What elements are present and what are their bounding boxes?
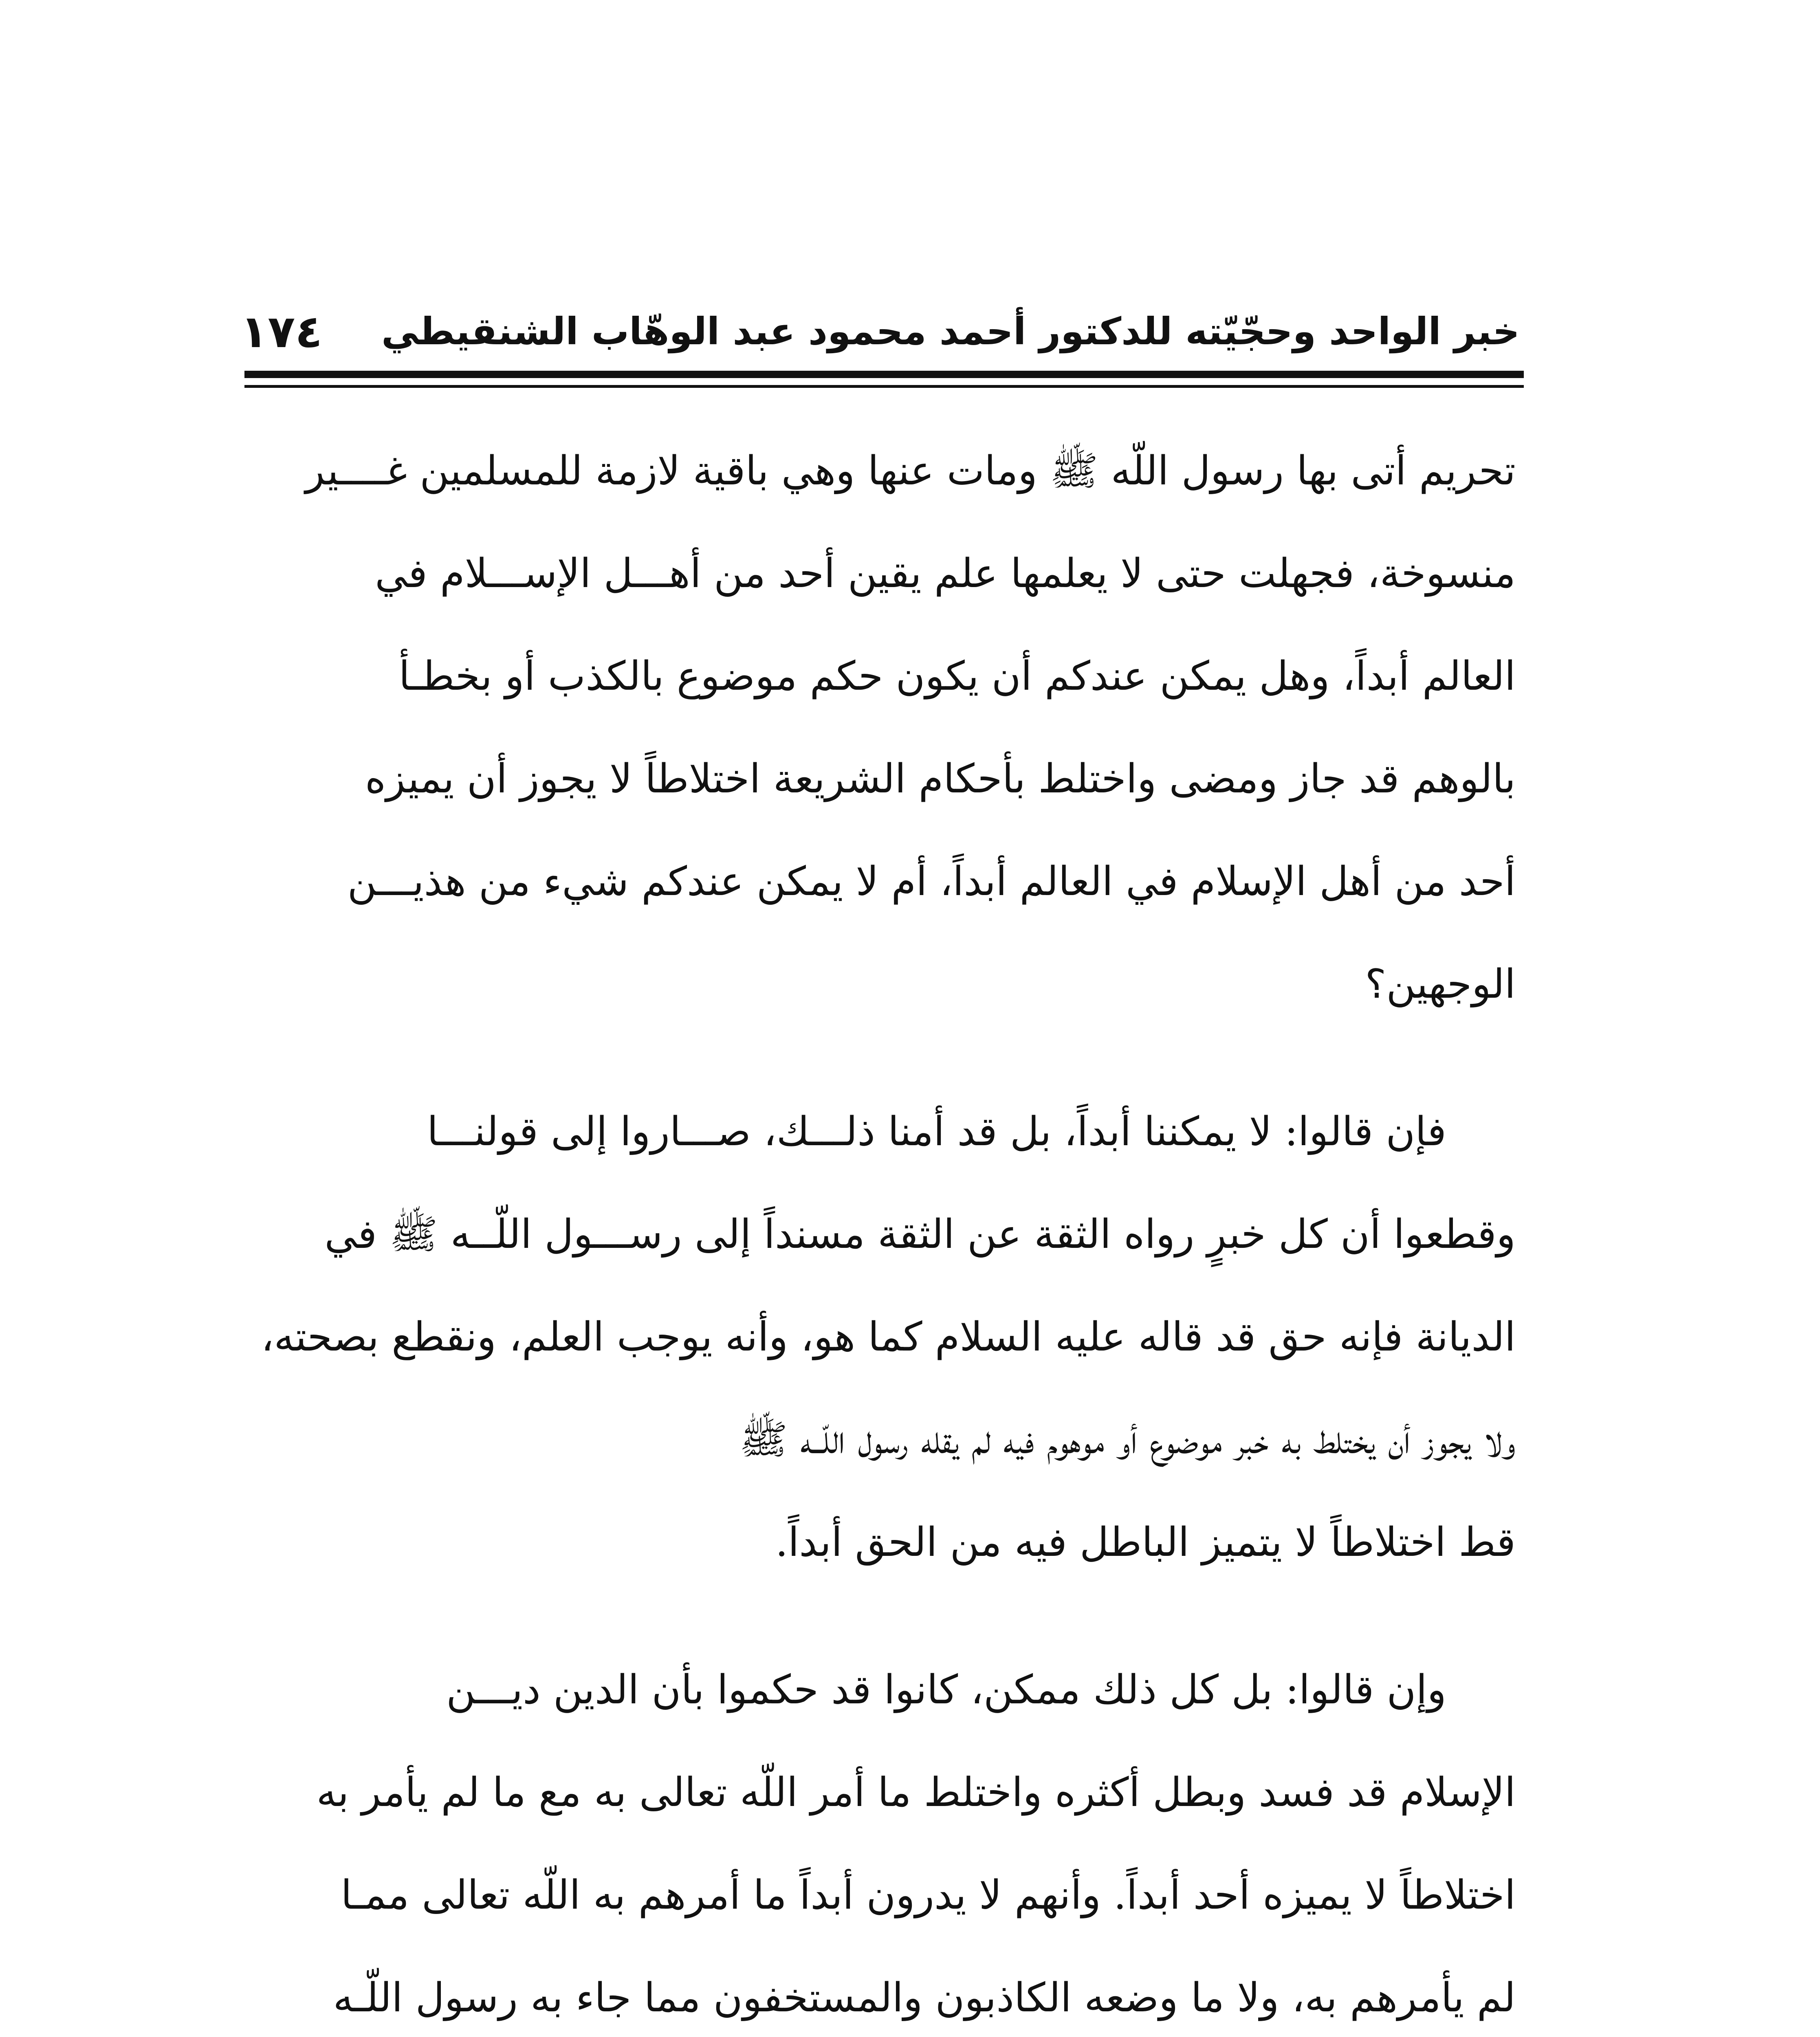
text-line: فإن قالوا: لا يمكننا أبداً، بل قد أمنا ذلـــك، صـــاروا إلى قولنـــا — [427, 1109, 1446, 1155]
page-number: ١٧٤ — [240, 306, 323, 358]
paragraph-2 — [253, 1080, 1516, 1183]
text-line: منسوخة، فجهلت حتى لا يعلمها علم يقين أحد من أهـــل الإســـلام في — [375, 550, 1516, 597]
text-line: اختلاطاً لا يميزه أحد أبداً. وأنهم لا يدرون أبداً ما أمرهم به اللّه تعالى ممـا — [341, 1872, 1516, 1918]
text-line: وقطعوا أن كل خبرٍ رواه الثقة عن الثقة مسنداً إلى رســـول اللّــه ﷺ في — [324, 1211, 1516, 1258]
text-line: قط اختلاطاً لا يتميز الباطل فيه من الحق أبداً. — [775, 1519, 1516, 1566]
text-line: بالوهم قد جاز ومضى واختلط بأحكام الشريعة اختلاطاً لا يجوز أن يميزه — [365, 756, 1516, 802]
text-line: أحد من أهل الإسلام في العالم أبداً، أم لا يمكن عندكم شيء من هذيـــن — [347, 858, 1516, 905]
paragraph-1 — [253, 420, 1516, 1036]
paragraph-3 — [253, 1639, 1516, 1741]
paragraph-3-cont — [253, 1741, 1516, 2037]
text-line: العالم أبداً، وهل يمكن عندكم أن يكون حكم موضوع بالكذب أو بخطـأ — [398, 653, 1516, 700]
text-line: وإن قالوا: بل كل ذلك ممكن، كانوا قد حكموا بأن الدين ديـــن — [446, 1667, 1446, 1713]
text-line: الوجهين؟ — [1365, 961, 1516, 1008]
header-rule-thick — [244, 371, 1524, 378]
text-line: ولا يجوز أن يختلط به خبر موضوع أو موهوم فيه لم يقله رسول اللّــه ﷺ — [739, 1417, 1516, 1463]
text-line: تحريم أتى بها رسول اللّه ﷺ ومات عنها وهي باقية لازمة للمسلمين غــــير — [305, 448, 1516, 494]
paragraph-2-cont — [253, 1183, 1516, 1594]
text-line: لم يأمرهم به، ولا ما وضعه الكاذبون والمستخفون مما جاء به رسول اللّـه — [333, 1975, 1516, 2021]
main-text — [253, 420, 1516, 2037]
text-line: الديانة فإنه حق قد قاله عليه السلام كما هو، وأنه يوجب العلم، ونقطع بصحته، — [261, 1314, 1516, 1360]
header-rule-thin — [244, 385, 1524, 388]
text-line: الإسلام قد فسد وبطل أكثره واختلط ما أمر اللّه تعالى به مع ما لم يأمر به — [316, 1769, 1516, 1816]
running-title: خبر الواحد وحجّيّته للدكتور أحمد محمود عبد الوهّاب الشنقيطي — [381, 310, 1520, 353]
page-header — [240, 301, 1520, 363]
